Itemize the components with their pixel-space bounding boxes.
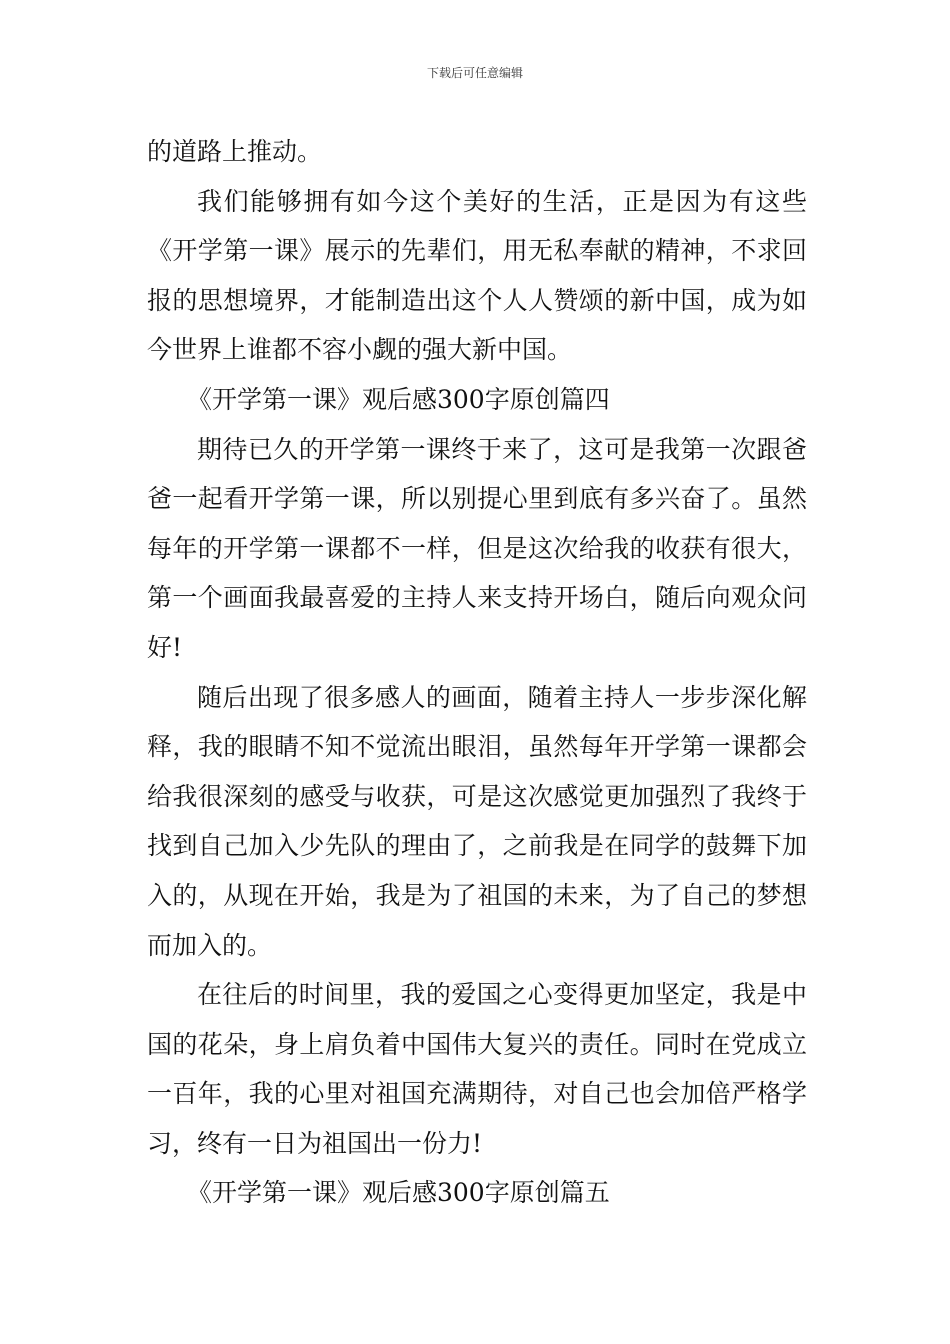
paragraph-3: 随后出现了很多感人的画面，随着主持人一步步深化解释，我的眼睛不知不觉流出眼泪，虽然每年开学第一课都会给我很深刻的感受与收获，可是这次感觉更加强烈了我终于找到自己加入少先队的理由了，之前我是在同学的鼓舞下加入的，从现在开始，我是为了祖国的未来，为了自己的梦想而加入的。	[147, 682, 807, 960]
section-heading-4: 《开学第一课》观后感300字原创篇四	[187, 384, 610, 414]
document-body	[147, 127, 807, 1218]
section-heading-5: 《开学第一课》观后感300字原创篇五	[187, 1178, 610, 1208]
paragraph-continuation: 的道路上推动。	[147, 137, 323, 166]
paragraph-1: 我们能够拥有如今这个美好的生活，正是因为有这些《开学第一课》展示的先辈们，用无私奉献的精神，不求回报的思想境界，才能制造出这个人人赞颂的新中国，成为如今世界上谁都不容小觑的强大新中国。	[147, 186, 807, 365]
paragraph-4: 在往后的时间里，我的爱国之心变得更加坚定，我是中国的花朵，身上肩负着中国伟大复兴的责任。同时在党成立一百年，我的心里对祖国充满期待，对自己也会加倍严格学习，终有一日为祖国出一份力!	[147, 980, 807, 1158]
paragraph-2: 期待已久的开学第一课终于来了，这可是我第一次跟爸爸一起看开学第一课，所以别提心里到底有多兴奋了。虽然每年的开学第一课都不一样，但是这次给我的收获有很大，第一个画面我最喜爱的主持人来支持开场白，随后向观众问好!	[147, 434, 807, 662]
page-header: 下载后可任意编辑	[426, 66, 523, 80]
